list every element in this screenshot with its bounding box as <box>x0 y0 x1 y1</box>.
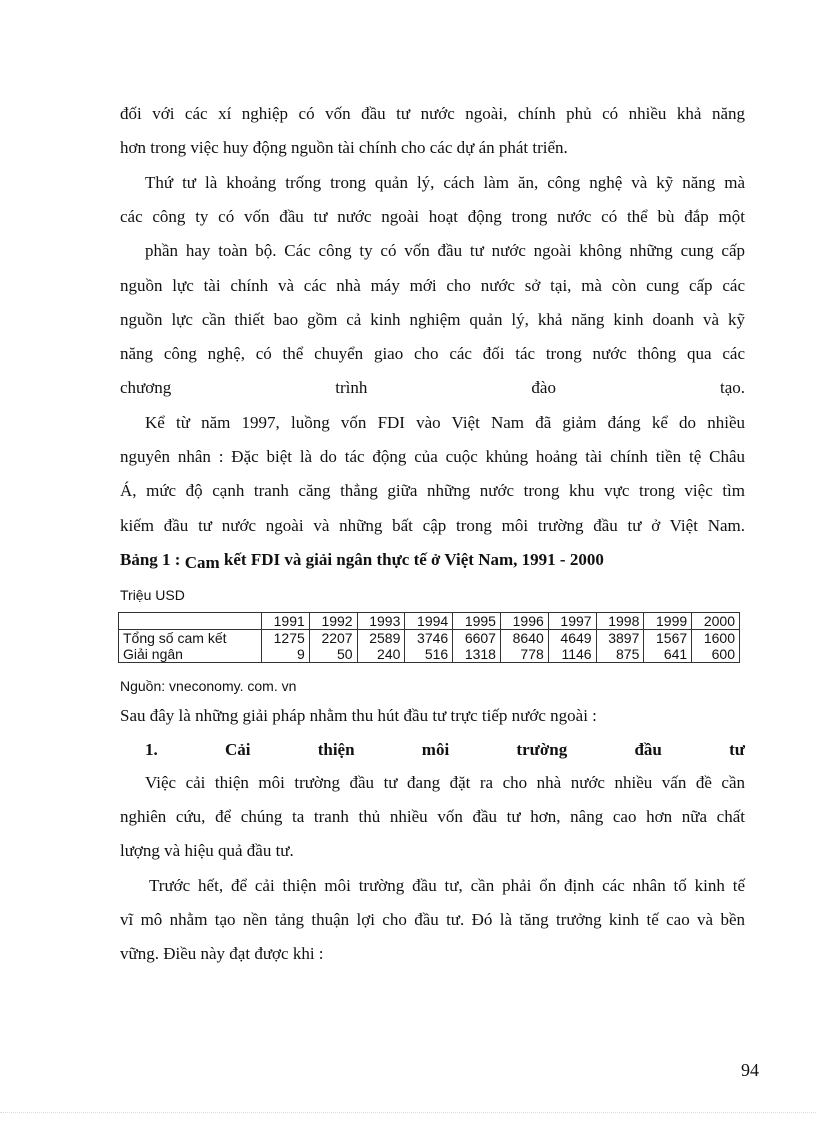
table-caption <box>120 550 604 570</box>
caption-part: Cam <box>184 553 220 572</box>
table-source: Nguồn: vneconomy. com. vn <box>120 678 297 694</box>
table-cell: 1318 <box>453 646 501 663</box>
paragraph-line: hơn trong việc huy động nguồn tài chính cho các dự án phát triển. <box>120 138 568 157</box>
year-cell: 1995 <box>453 613 501 630</box>
paragraph-line: lượng và hiệu quả đầu tư. <box>120 841 294 860</box>
paragraph-line: Việc cải thiện môi trường đầu tư đang đặt ra cho nhà nước nhiều vấn đề cần <box>145 773 745 792</box>
heading-word: 1. <box>145 740 158 759</box>
year-cell: 1991 <box>262 613 310 630</box>
paragraph-line: nguồn lực tài chính và các nhà máy mới cho nước sở tại, mà còn cung cấp các <box>120 276 745 295</box>
table-cell: 2589 <box>357 630 405 647</box>
year-cell: 1994 <box>405 613 453 630</box>
table-cell: 3897 <box>596 630 644 647</box>
heading-word: trường <box>516 740 568 759</box>
page-number: 94 <box>741 1060 759 1080</box>
section-heading <box>145 740 745 760</box>
caption-part: Bảng 1 : <box>120 550 185 569</box>
table-corner <box>119 613 262 630</box>
paragraph-line: chương trình đào tạo. <box>120 378 745 397</box>
heading-word: Cải <box>224 740 251 759</box>
heading-word: tư <box>729 740 745 759</box>
paragraph-line: Á, mức độ cạnh tranh căng thẳng giữa những nước trong khu vực trong việc tìm <box>120 481 745 500</box>
paragraph-line: Trước hết, để cải thiện môi trường đầu tư, cần phải ổn định các nhân tố kinh tế <box>149 876 745 895</box>
table-unit: Triệu USD <box>120 587 185 603</box>
page-bottom-rule <box>0 1112 816 1113</box>
paragraph-line: Sau đây là những giải pháp nhằm thu hút đầu tư trực tiếp nước ngoài : <box>120 706 597 725</box>
table-cell: 1275 <box>262 630 310 647</box>
paragraph-line: kiếm đầu tư nước ngoài và những bất cập trong môi trường đầu tư ở Việt Nam. <box>120 516 745 535</box>
table-row <box>119 630 740 647</box>
table-cell: 600 <box>692 646 740 663</box>
paragraph-line: đối với các xí nghiệp có vốn đầu tư nước ngoài, chính phủ có nhiều khả năng <box>120 104 745 123</box>
caption-part: kết FDI và giải ngân thực tế ở Việt Nam, 1991 - 2000 <box>219 550 604 569</box>
heading-word: thiện <box>317 740 355 759</box>
paragraph-line: các công ty có vốn đầu tư nước ngoài hoạt động trong nước có thể bù đắp một <box>120 207 745 226</box>
paragraph-line: Thứ tư là khoảng trống trong quản lý, cách làm ăn, công nghệ và kỹ năng mà <box>145 173 745 192</box>
year-cell: 1999 <box>644 613 692 630</box>
table-cell: 875 <box>596 646 644 663</box>
heading-word: đầu <box>634 740 662 759</box>
year-cell: 1992 <box>309 613 357 630</box>
table-cell: 1146 <box>548 646 596 663</box>
table-cell: 3746 <box>405 630 453 647</box>
heading-word: môi <box>421 740 450 759</box>
table-cell: 778 <box>500 646 548 663</box>
fdi-table <box>118 612 740 663</box>
paragraph-line: vững. Điều này đạt được khi : <box>120 944 324 963</box>
year-cell: 1996 <box>500 613 548 630</box>
year-cell: 1993 <box>357 613 405 630</box>
table-cell: 641 <box>644 646 692 663</box>
table-cell: 9 <box>262 646 310 663</box>
paragraph-line: nghiên cứu, để chúng ta tranh thủ nhiều vốn đầu tư hơn, nâng cao hơn nữa chất <box>120 807 745 826</box>
table-cell: 1567 <box>644 630 692 647</box>
table-cell: 6607 <box>453 630 501 647</box>
table-cell: 50 <box>309 646 357 663</box>
table-row <box>119 646 740 663</box>
paragraph-line: năng công nghệ, có thể chuyển giao cho các đối tác trong nước thông qua các <box>120 344 745 363</box>
row-label: Tổng số cam kết <box>119 630 262 647</box>
year-cell: 1997 <box>548 613 596 630</box>
table-cell: 516 <box>405 646 453 663</box>
table-cell: 8640 <box>500 630 548 647</box>
table-header-row <box>119 613 740 630</box>
paragraph-line: phần hay toàn bộ. Các công ty có vốn đầu tư nước ngoài không những cung cấp <box>145 241 745 260</box>
paragraph-line: nguyên nhân : Đặc biệt là do tác động của cuộc khủng hoảng tài chính tiền tệ Châu <box>120 447 745 466</box>
year-cell: 2000 <box>692 613 740 630</box>
table-cell: 240 <box>357 646 405 663</box>
table-cell: 4649 <box>548 630 596 647</box>
year-cell: 1998 <box>596 613 644 630</box>
paragraph-line: nguồn lực cần thiết bao gồm cả kinh nghiệm quản lý, khả năng kinh doanh và kỹ <box>120 310 745 329</box>
paragraph-line: vĩ mô nhằm tạo nền tảng thuận lợi cho đầu tư. Đó là tăng trưởng kinh tế cao và bền <box>120 910 745 929</box>
table-cell: 2207 <box>309 630 357 647</box>
row-label: Giải ngân <box>119 646 262 663</box>
table-cell: 1600 <box>692 630 740 647</box>
paragraph-line: Kể từ năm 1997, luồng vốn FDI vào Việt Nam đã giảm đáng kể do nhiều <box>145 413 745 432</box>
